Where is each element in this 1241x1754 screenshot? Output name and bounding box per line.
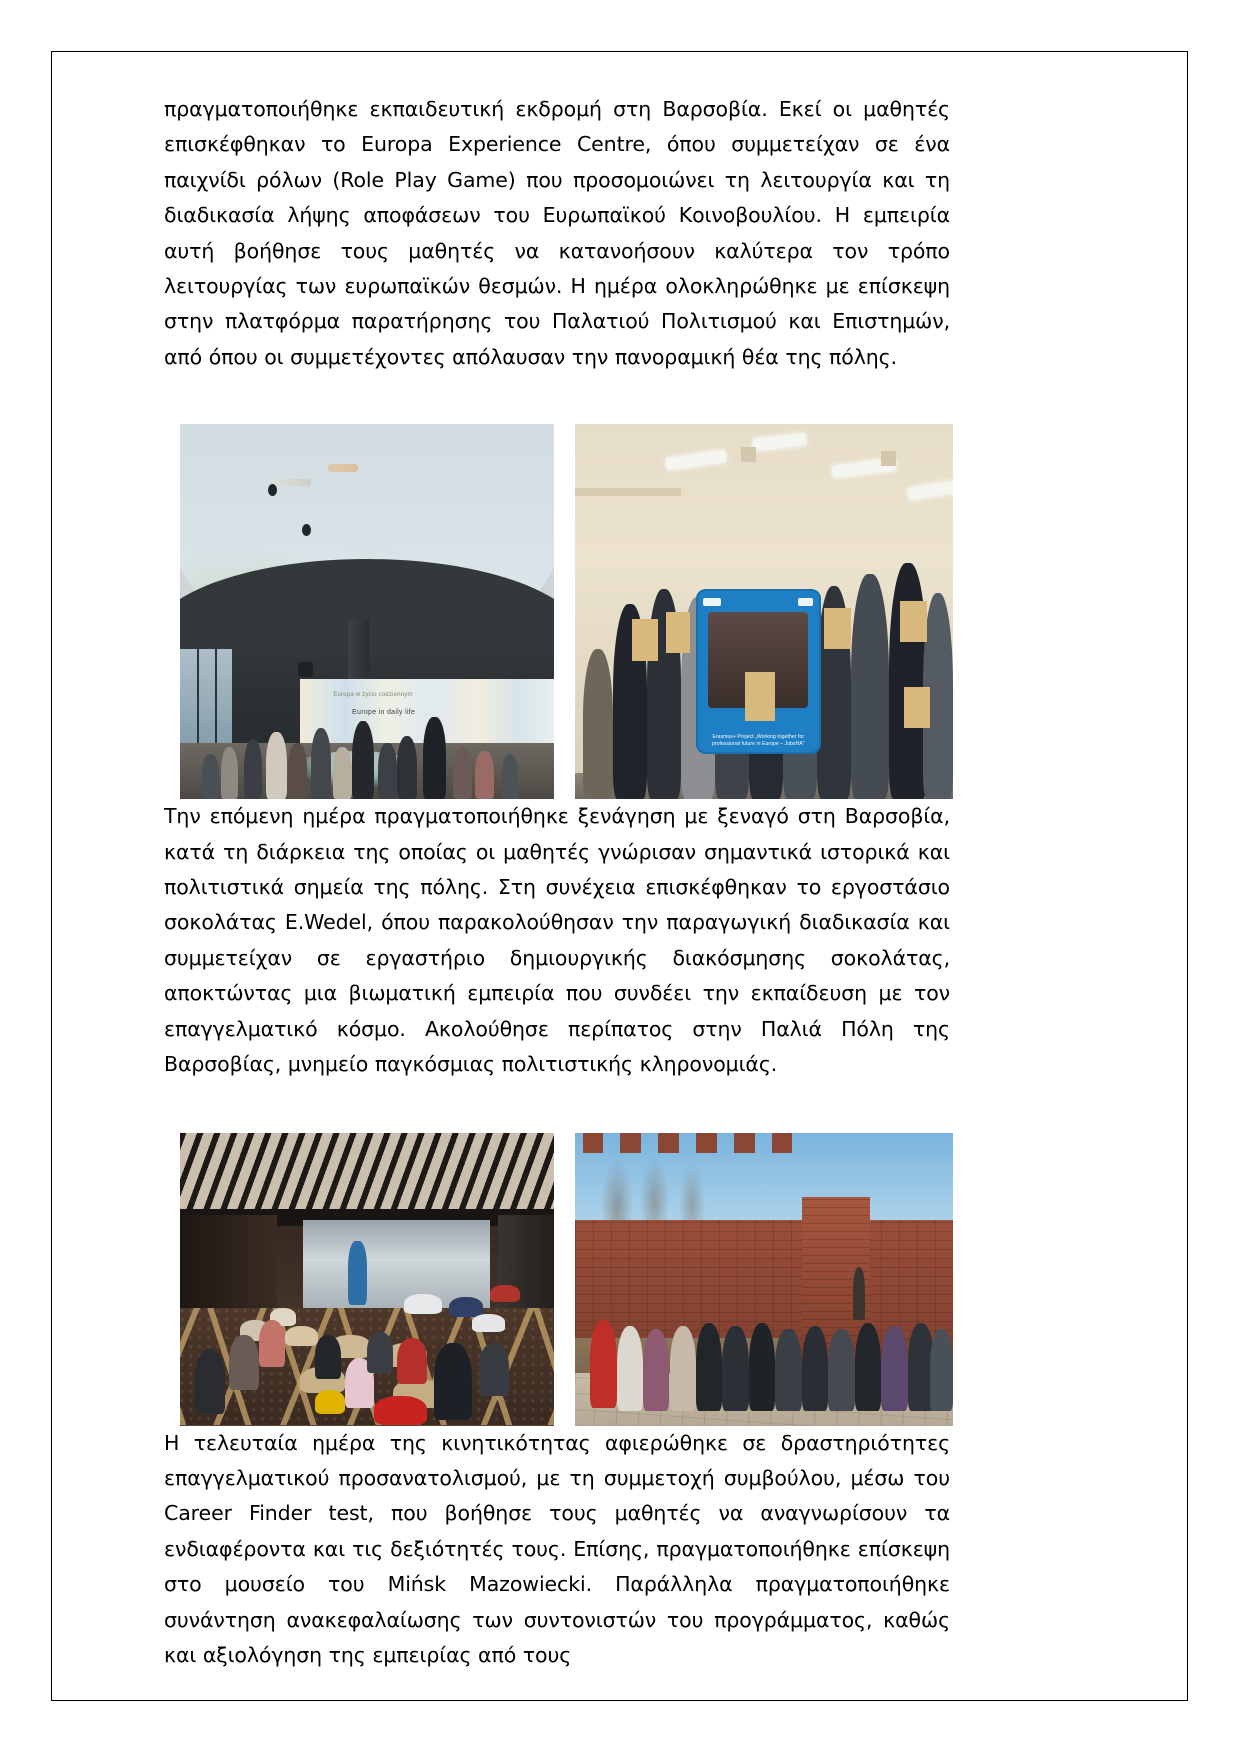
- bean-bag: [449, 1297, 483, 1318]
- wall-merlon: [696, 1133, 717, 1154]
- visitor-figure: [397, 736, 418, 800]
- group-member: [802, 1326, 828, 1411]
- wooden-birdhouse: [632, 619, 658, 660]
- wooden-birdhouse: [745, 672, 775, 721]
- seated-visitor: [479, 1343, 509, 1396]
- visitor-figure: [288, 743, 307, 799]
- wooden-birdhouse: [900, 601, 926, 642]
- banner-text-english: Europe in daily life: [352, 709, 416, 717]
- image-row-2: [180, 1133, 950, 1426]
- wall-merlon: [583, 1133, 604, 1154]
- wall-vent: [741, 447, 756, 462]
- hanging-sphere-1: [268, 484, 277, 496]
- ceiling-sign-2: [328, 464, 358, 472]
- visitor-figure: [244, 739, 263, 799]
- wall-merlon: [658, 1133, 679, 1154]
- paragraph-2: Την επόμενη ημέρα πραγματοποιήθηκε ξενάγηση με ξεναγό στη Βαρσοβία, κατά τη διάρκεια της οποίας οι μαθητές γνώρισαν σημαντικά ιστορικά και πολιτιστικά σημεία της πόλης. Στη συνέχεια επισκέφθηκαν το εργοστάσιο σοκολάτας E.Wedel, όπου παρακολούθησαν την παραγωγική διαδικασία και συμμετείχαν σε εργαστήριο δημιουργικής διακόσμησης σοκολάτας, αποκτώντας μια βιωματική εμπειρία που συνδέει την εκπαίδευση με τον επαγγελματικό κόσμο. Ακολούθησε περίπατος στην Παλιά Πόλη της Βαρσοβίας, μνημείο παγκόσμιας πολιτιστικής κληρονομιάς.: [164, 804, 950, 1077]
- bean-bag: [374, 1396, 426, 1425]
- group-member: [881, 1326, 907, 1411]
- seated-visitor: [315, 1335, 341, 1379]
- slatted-ceiling: [180, 1133, 554, 1221]
- ceiling-sign-1: [274, 479, 311, 487]
- group-member: [855, 1323, 881, 1411]
- group-member: [617, 1326, 643, 1411]
- display-mannequin: [348, 1241, 367, 1305]
- wooden-birdhouse: [666, 612, 691, 653]
- page-content: [164, 92, 950, 1673]
- bean-bag: [472, 1314, 506, 1332]
- seated-visitor: [195, 1349, 225, 1413]
- seated-visitor: [397, 1338, 427, 1385]
- glass-back-wall: [303, 1220, 490, 1308]
- bean-bag: [315, 1390, 345, 1413]
- wall-merlon: [734, 1133, 755, 1154]
- group-member: [590, 1320, 616, 1408]
- visitor-figure: [453, 747, 472, 800]
- frame-caption-text: Erasmus+ Project „Working together for professional future in Europe – JobsHA": [711, 733, 805, 747]
- wooden-birdhouse: [904, 687, 930, 728]
- wall-vent: [881, 451, 896, 466]
- visitor-figure: [221, 747, 238, 800]
- image-row-1: [180, 424, 950, 799]
- wooden-birdhouse: [824, 608, 850, 649]
- group-member: [930, 1329, 953, 1411]
- group-member: [775, 1329, 801, 1411]
- visitor-figure: [423, 717, 445, 800]
- group-member: [643, 1329, 669, 1411]
- student-figure: [583, 649, 613, 799]
- photo-europa-experience-dome: [180, 424, 554, 799]
- group-member: [696, 1323, 722, 1411]
- ceiling-pipe: [575, 488, 681, 496]
- visitor-figure: [475, 751, 494, 800]
- photo-barbican-group: [575, 1133, 953, 1426]
- document-page: [51, 51, 1188, 1701]
- wall-merlon: [772, 1133, 793, 1154]
- visitor-figure: [502, 754, 519, 799]
- paragraph-1: πραγματοποιήθηκε εκπαιδευτική εκδρομή στη Βαρσοβία. Εκεί οι μαθητές επισκέφθηκαν το Europa Experience Centre, όπου συμμετείχαν σε ένα παιχνίδι ρόλων (Role Play Game) που προσομοιώνει τη λειτουργία και τη διαδικασία λήψης αποφάσεων του Ευρωπαϊκού Κοινοβουλίου. Η εμπειρία αυτή βοήθησε τους μαθητές να κατανοήσουν καλύτερα τον τρόπο λειτουργίας των ευρωπαϊκών θεσμών. Η ημέρα ολοκληρώθηκε με επίσκεψη στην πλατφόρμα παρατήρησης του Παλατιού Πολιτισμού και Επιστημών, από όπου οι συμμετέχοντες απόλαυσαν την πανοραμική θέα της πόλης.: [164, 97, 950, 369]
- student-figure: [889, 563, 927, 799]
- banner-text-polish: Europa w życiu codziennym: [333, 692, 413, 699]
- seated-visitor: [434, 1343, 471, 1419]
- visitor-figure: [202, 754, 219, 799]
- group-member: [722, 1326, 748, 1411]
- frame-logo-right: [798, 598, 813, 606]
- wall-merlon: [620, 1133, 641, 1154]
- photo-group-erasmus-frame: [575, 424, 953, 799]
- bean-bag: [404, 1294, 441, 1315]
- frame-logo-left: [703, 598, 720, 606]
- seated-visitor: [229, 1335, 259, 1391]
- monument-statue: [853, 1267, 865, 1320]
- photo-museum-hall-beanbags: [180, 1133, 554, 1426]
- projector-mount: [298, 662, 313, 677]
- visitor-figure: [352, 721, 374, 800]
- bean-bag: [490, 1285, 520, 1303]
- seated-visitor: [259, 1320, 285, 1367]
- seated-visitor: [367, 1332, 393, 1373]
- student-figure: [851, 574, 889, 799]
- visitor-figure: [266, 732, 287, 800]
- visitor-figure: [311, 728, 332, 799]
- visitor-figure: [378, 743, 397, 799]
- paragraph-3: Η τελευταία ημέρα της κινητικότητας αφιερώθηκε σε δραστηριότητες επαγγελματικού προσανατολισμού, με τη συμμετοχή συμβούλου, μέσω του Career Finder test, που βοήθησε τους μαθητές να αναγνωρίσουν τα ενδιαφέροντα και τις δεξιότητές τους. Επίσης, πραγματοποιήθηκε επίσκεψη στο μουσείο του Mińsk Mazowiecki. Παράλληλα πραγματοποιήθηκε συνάντηση ανακεφαλαίωσης των συντονιστών του προγράμματος, καθώς και αξιολόγηση της εμπειρίας από τους: [164, 1430, 950, 1667]
- visitor-figure: [333, 747, 352, 800]
- group-member: [828, 1329, 854, 1411]
- bean-bag: [285, 1326, 319, 1347]
- group-member: [670, 1326, 696, 1411]
- group-member: [749, 1323, 775, 1411]
